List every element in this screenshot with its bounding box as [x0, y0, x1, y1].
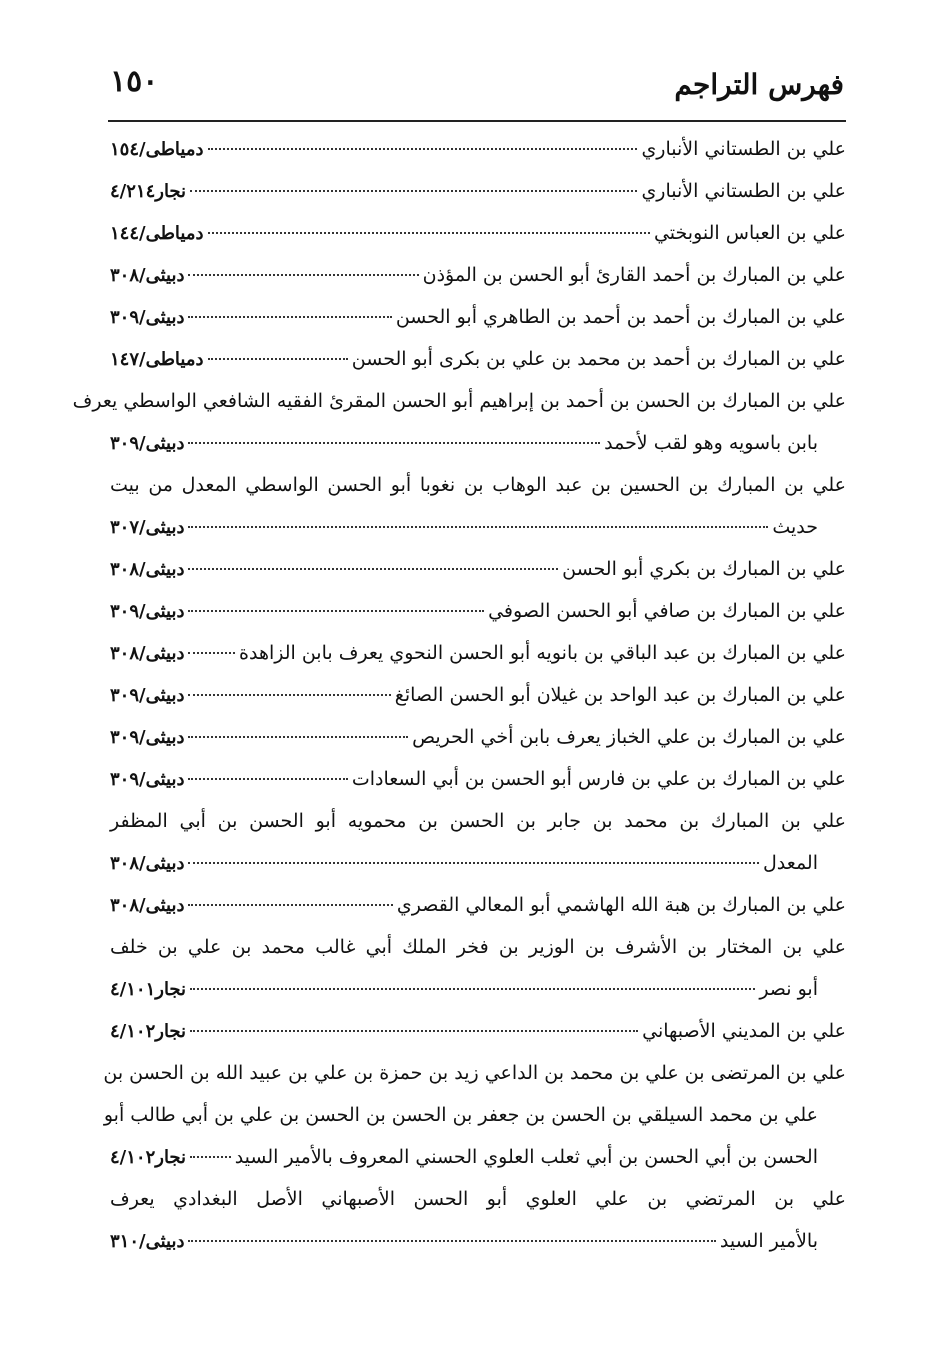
leader-dots	[188, 848, 759, 864]
page-header	[110, 60, 844, 110]
index-entry	[110, 128, 846, 170]
index-entry	[110, 296, 846, 338]
entry-reference: دبيثى/٣٠٨	[110, 559, 185, 580]
index-entry	[110, 926, 846, 968]
entry-name: علي بن المبارك بن هبة الله الهاشمي أبو المعالي القصري	[396, 894, 846, 916]
index-entry	[110, 1010, 846, 1052]
entry-name: حديث	[772, 516, 818, 538]
header-divider	[108, 120, 846, 122]
leader-dots	[190, 176, 637, 192]
entry-reference: نجار٤/١٠٢	[110, 1021, 187, 1042]
index-entry	[110, 464, 846, 506]
entry-reference: دبيثى/٣٠٩	[110, 727, 185, 748]
leader-dots	[188, 512, 768, 528]
leader-dots	[188, 1226, 715, 1242]
entry-reference: دبيثى/٣٠٧	[110, 517, 185, 538]
leader-dots	[190, 974, 755, 990]
entry-reference: دبيثى/٣٠٩	[110, 307, 185, 328]
entry-name: علي بن المبارك بن أحمد بن محمد بن علي بن بكرى أبو الحسن	[351, 348, 846, 370]
entry-name: الحسن بن أبي الحسن بن أبي ثعلب العلوي الحسني المعروف بالأمير السيد	[234, 1146, 818, 1168]
index-entry	[110, 590, 846, 632]
entry-name: علي بن الطستاني الأنباري	[641, 180, 846, 202]
leader-dots	[190, 1142, 231, 1158]
index-entry-continuation	[110, 968, 846, 1010]
entry-name: علي بن المبارك بن محمد بن جابر بن الحسن بن محمويه أبو الحسن بن أبي المظفر	[110, 810, 846, 832]
entry-name: علي بن المبارك بن الحسين بن عبد الوهاب بن نغوبا أبو الحسن الواسطي المعدل من بيت	[110, 474, 846, 496]
index-entry	[110, 1178, 846, 1220]
entry-name: علي بن المبارك بن صافي أبو الحسن الصوفي	[488, 600, 846, 622]
entry-name: علي بن المرتضى بن علي بن محمد بن الداعي زيد بن حمزة بن علي بن عبيد الله بن الحسن بن	[103, 1062, 846, 1084]
entry-name: علي بن المبارك بن عبد الواحد بن غيلان أبو الحسن الصائغ	[394, 684, 846, 706]
leader-dots	[188, 302, 391, 318]
entry-name: علي بن المبارك بن بكري أبو الحسن	[562, 558, 846, 580]
index-entry	[110, 758, 846, 800]
index-entry	[110, 632, 846, 674]
entry-reference: دبيثى/٣٠٩	[110, 685, 185, 706]
leader-dots	[188, 890, 392, 906]
entry-name: علي بن المبارك بن عبد الباقي بن بانويه أبو الحسن النحوي يعرف بابن الزاهدة	[239, 642, 846, 664]
entry-name: علي بن المبارك بن علي الخباز يعرف بابن أخي الحريص	[412, 726, 846, 748]
entry-name: علي بن المديني الأصبهاني	[642, 1020, 846, 1042]
entry-reference: دبيثى/٣٠٩	[110, 433, 185, 454]
index-entry-continuation	[110, 1136, 846, 1178]
entry-reference: نجار٤/١٠١	[110, 979, 187, 1000]
index-entry	[110, 212, 846, 254]
index-entry-continuation	[110, 1220, 846, 1262]
index-entry	[110, 254, 846, 296]
entry-reference: دمياطى/١٥٤	[110, 139, 204, 160]
entry-reference: نجار٤/٢١٤	[110, 181, 187, 202]
entry-name: بابن باسويه وهو لقب لأحمد	[604, 432, 818, 454]
leader-dots	[208, 134, 638, 150]
entry-name: علي بن المختار بن الأشرف بن الوزير بن فخر الملك أبي غالب محمد بن علي بن خلف	[110, 936, 846, 958]
entry-name: علي بن المبارك بن علي بن فارس أبو الحسن بن أبي السعادات	[351, 768, 846, 790]
index-entry-continuation	[110, 506, 846, 548]
entry-reference: دبيثى/٣٠٩	[110, 601, 185, 622]
index-entry	[110, 548, 846, 590]
leader-dots	[208, 218, 650, 234]
index-entry	[110, 716, 846, 758]
entry-reference: دبيثى/٣١٠	[110, 1231, 185, 1252]
entry-name: علي بن محمد السيلقي بن الحسن بن جعفر بن الحسن بن الحسن بن علي بن أبي طالب أبو	[103, 1104, 818, 1126]
index-entry	[110, 800, 846, 842]
leader-dots	[188, 554, 558, 570]
page-number: ١٥٠	[110, 64, 159, 99]
index-entry	[103, 1052, 846, 1094]
leader-dots	[188, 722, 408, 738]
index-entry-continuation	[110, 842, 846, 884]
index-entry-continuation	[103, 1094, 846, 1136]
index-entry-continuation	[110, 422, 846, 464]
leader-dots	[188, 428, 600, 444]
entry-name: بالأمير السيد	[719, 1230, 818, 1252]
leader-dots	[188, 596, 484, 612]
entry-name: علي بن المبارك بن أحمد القارئ أبو الحسن بن المؤذن	[422, 264, 846, 286]
index-entry	[110, 674, 846, 716]
index-entry	[110, 338, 846, 380]
page-title: فهرس التراجم	[674, 68, 844, 101]
leader-dots	[188, 638, 235, 654]
entry-name: علي بن المرتضي بن علي العلوي أبو الحسن الأصبهاني الأصل البغدادي يعرف	[110, 1188, 846, 1210]
entry-name: علي بن المبارك بن أحمد بن أحمد بن الطاهري أبو الحسن	[395, 306, 846, 328]
entry-name: أبو نصر	[759, 978, 818, 1000]
entry-name: علي بن العباس النوبختي	[653, 222, 846, 244]
leader-dots	[188, 764, 347, 780]
index-entry	[110, 170, 846, 212]
leader-dots	[190, 1016, 638, 1032]
leader-dots	[188, 680, 390, 696]
entry-reference: نجار٤/١٠٢	[110, 1147, 187, 1168]
index-entries	[72, 128, 846, 1262]
entry-reference: دمياطى/١٤٧	[110, 349, 204, 370]
entry-name: علي بن المبارك بن الحسن بن أحمد بن إبراهيم أبو الحسن المقرئ الفقيه الشافعي الواسطي يعرف	[72, 390, 846, 412]
entry-reference: دبيثى/٣٠٨	[110, 265, 185, 286]
index-entry	[110, 884, 846, 926]
entry-reference: دمياطى/١٤٤	[110, 223, 204, 244]
leader-dots	[208, 344, 348, 360]
entry-reference: دبيثى/٣٠٨	[110, 643, 185, 664]
entry-name: المعدل	[763, 852, 818, 874]
entry-reference: دبيثى/٣٠٩	[110, 769, 185, 790]
entry-reference: دبيثى/٣٠٨	[110, 895, 185, 916]
entry-name: علي بن الطستاني الأنباري	[641, 138, 846, 160]
leader-dots	[188, 260, 418, 276]
index-entry	[72, 380, 846, 422]
entry-reference: دبيثى/٣٠٨	[110, 853, 185, 874]
